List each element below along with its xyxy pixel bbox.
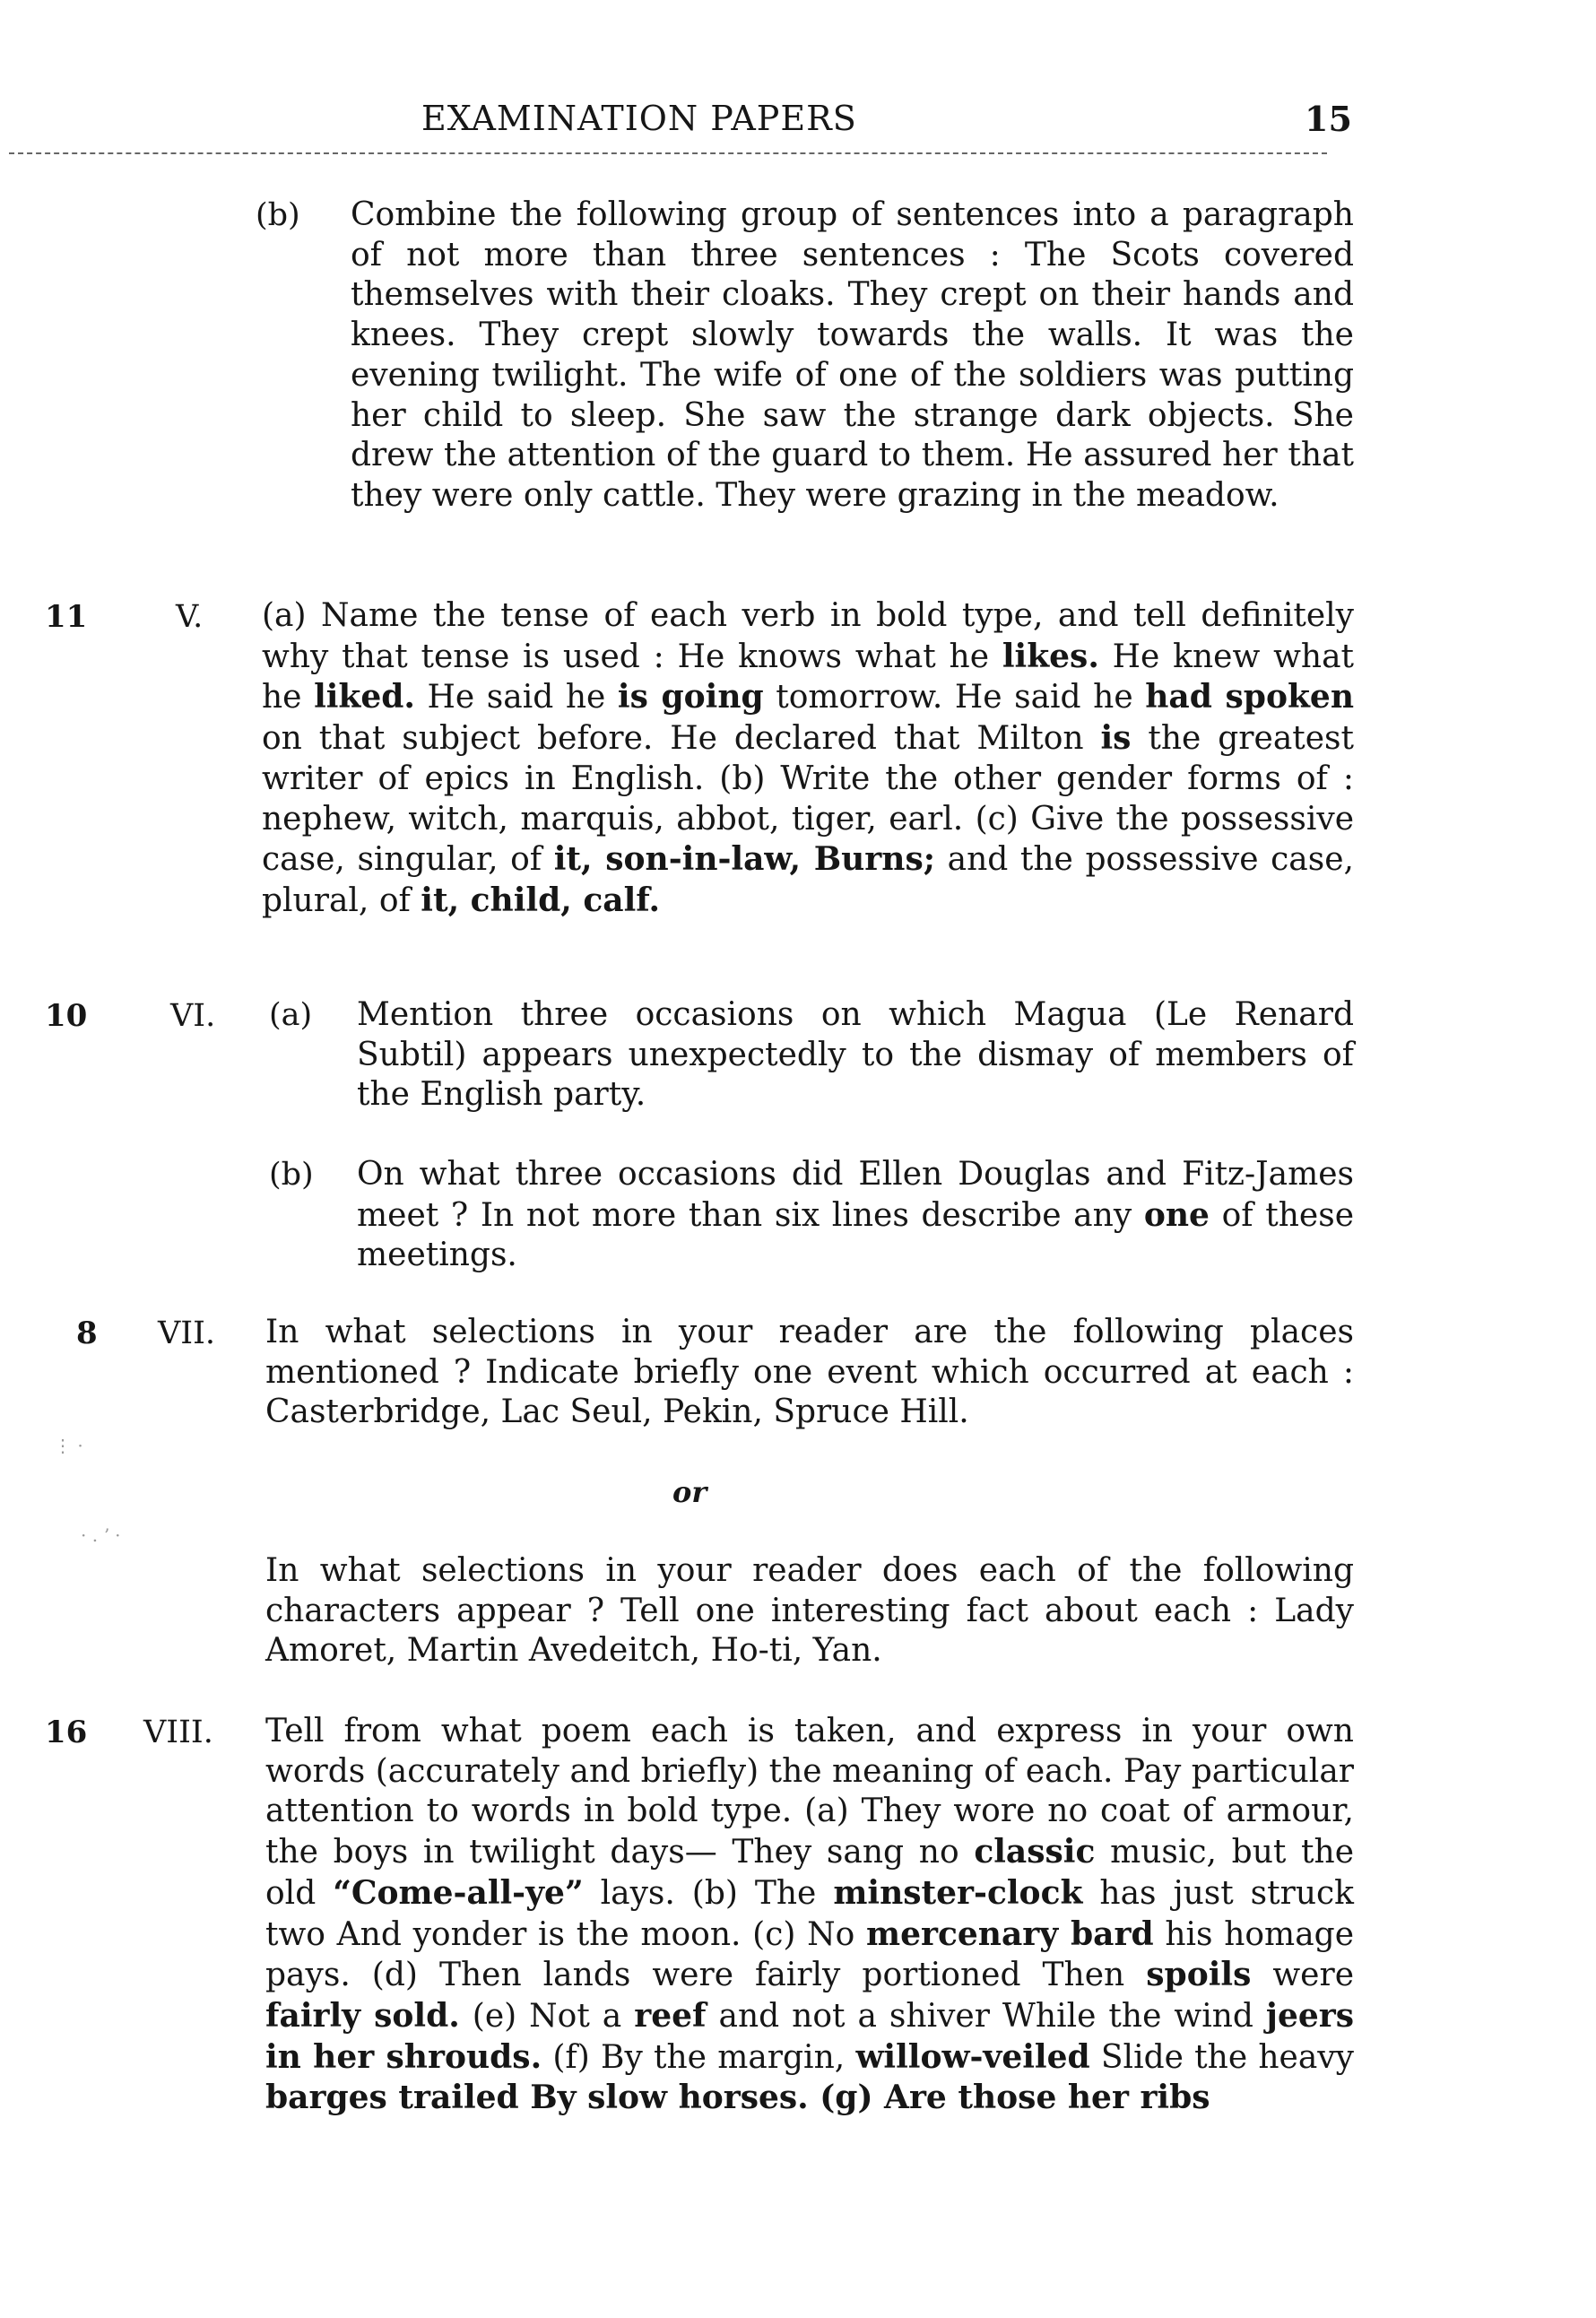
- question-viii-text: [265, 1712, 1354, 2119]
- bold-text-segment: mercenary bard: [866, 1914, 1154, 1953]
- part-label: (a): [269, 997, 313, 1033]
- text-segment: on that subject before. He declared that Milton: [262, 720, 1101, 758]
- bold-text-segment: reef: [634, 1996, 707, 2035]
- text-segment: music, but the old: [265, 1834, 1354, 1912]
- bold-text-segment: it, child, calf.: [421, 881, 660, 919]
- bold-text-segment: likes.: [1002, 637, 1099, 675]
- question-vi-part-a: [269, 995, 1354, 1116]
- text-segment: were: [1251, 1957, 1354, 1994]
- question-vi-part-b: [269, 1155, 1354, 1276]
- bold-text-segment: one: [1143, 1195, 1210, 1234]
- text-segment: (f) By the margin,: [542, 2038, 856, 2076]
- text-segment: In what selections in your reader does each of the following characters appear ? Tell one interesting fact about each : Lady Amoret, Martin Avedeitch, Ho-ti, Yan.: [265, 1552, 1354, 1670]
- bold-text-segment: had spoken: [1145, 678, 1354, 716]
- bold-text-segment: it, son-in-law, Burns;: [553, 840, 936, 879]
- text-segment: and the possessive case, plural, of: [262, 841, 1354, 919]
- text-segment: (e) Not a: [459, 1997, 635, 2035]
- text-segment: On what three occasions did Ellen Douglas and Fitz-James meet ? In not more than six lines describe any: [357, 1156, 1354, 1234]
- part-text: [357, 1155, 1354, 1276]
- part-label: (b): [269, 1157, 314, 1193]
- text-segment: lays. (b) The: [583, 1874, 834, 1912]
- text-segment: of these meetings.: [357, 1196, 1354, 1274]
- running-header: [0, 90, 1596, 143]
- bold-text-segment: willow-veiled: [855, 2037, 1090, 2076]
- marks-value: 10: [45, 998, 88, 1034]
- text-segment: his homage pays. (d) Then lands were fairly portioned Then: [265, 1915, 1355, 1994]
- text-segment: (a) Name the tense of each verb in bold type, and tell definitely why that tense is used : He knows what he: [262, 597, 1354, 675]
- question-number: VI.: [170, 998, 216, 1034]
- text-segment: tomorrow. He said he: [763, 679, 1146, 716]
- bold-text-segment: fairly sold.: [265, 1996, 460, 2035]
- text-segment: Combine the following group of sentences into a paragraph of not more than three sentences : The Scots covered themselves with their cloaks. They crept on their hands and knees. They crept slowly towards the walls. It was the evening twilight. The wife of one of the soldiers was putting her child to sleep. She saw the strange dark objects. She drew the attention of the guard to them. He assured her that they were only cattle. They were grazing in the meadow.: [351, 196, 1354, 514]
- question-iv-part-b: [251, 195, 1354, 517]
- text-segment: He knew what he: [262, 638, 1355, 716]
- part-text: [357, 995, 1354, 1116]
- question-number: VIII.: [143, 1715, 213, 1750]
- bold-text-segment: classic: [974, 1833, 1096, 1871]
- bold-text-segment: (g) Are those her ribs: [808, 2079, 1210, 2117]
- bold-text-segment: spoils: [1146, 1956, 1252, 1994]
- bold-text-segment: jeers in her shrouds.: [265, 1996, 1354, 2076]
- header-rule: [9, 152, 1327, 154]
- marks-value: 11: [45, 599, 88, 635]
- text-segment: Slide the heavy: [1089, 2038, 1354, 2076]
- text-segment: and not a shiver While the wind: [706, 1997, 1266, 2035]
- part-label: (b): [256, 197, 300, 233]
- question-number: V.: [176, 599, 204, 635]
- margin-speckle: ⋮ ·: [54, 1435, 83, 1456]
- text-segment: Mention three occasions on which Magua (Le Renard Subtil) appears unexpectedly to the dismay of members of the English party.: [357, 996, 1354, 1114]
- bold-text-segment: is: [1100, 719, 1132, 758]
- marks-value: 8: [76, 1315, 98, 1351]
- question-v-text: [262, 596, 1354, 922]
- faded-print-overlay: [265, 2267, 1358, 2318]
- running-header-title: EXAMINATION PAPERS: [421, 99, 857, 138]
- bold-text-segment: minster-clock: [833, 1873, 1083, 1912]
- marks-value: 16: [45, 1715, 88, 1750]
- text-segment: the greatest writer of epics in English. (b) Write the other gender forms of : nephew, witch, marquis, abbot, tiger, earl. (c) Give the possessive case, singular, of: [262, 720, 1354, 879]
- text-segment: has just struck two And yonder is the moon. (c) No: [265, 1874, 1354, 1953]
- bold-text-segment: liked.: [314, 678, 415, 716]
- part-text: [351, 195, 1354, 517]
- question-number: VII.: [158, 1315, 216, 1351]
- bold-text-segment: is going: [617, 678, 764, 716]
- alternative-or-label: or: [672, 1475, 707, 1509]
- bold-text-segment: barges trailed By slow horses.: [265, 2079, 809, 2117]
- text-segment: He said he: [414, 679, 618, 716]
- question-vii-alternative-text: [265, 1551, 1354, 1671]
- page-number: 15: [1305, 99, 1352, 139]
- bold-text-segment: “Come-all-ye”: [333, 1873, 584, 1912]
- text-segment: Tell from what poem each is taken, and express in your own words (accurately and briefly) the meaning of each. Pay particular attention to words in bold type. (a) They wore no coat of armour, the boys in twilight days— They sang no: [265, 1713, 1354, 1871]
- text-segment: In what selections in your reader are the following places mentioned ? Indicate briefly one event which occurred at each : Casterbridge, Lac Seul, Pekin, Spruce Hill.: [265, 1314, 1354, 1431]
- margin-speckle: · . ʼ ·: [81, 1524, 121, 1546]
- question-vii-text: [265, 1313, 1354, 1433]
